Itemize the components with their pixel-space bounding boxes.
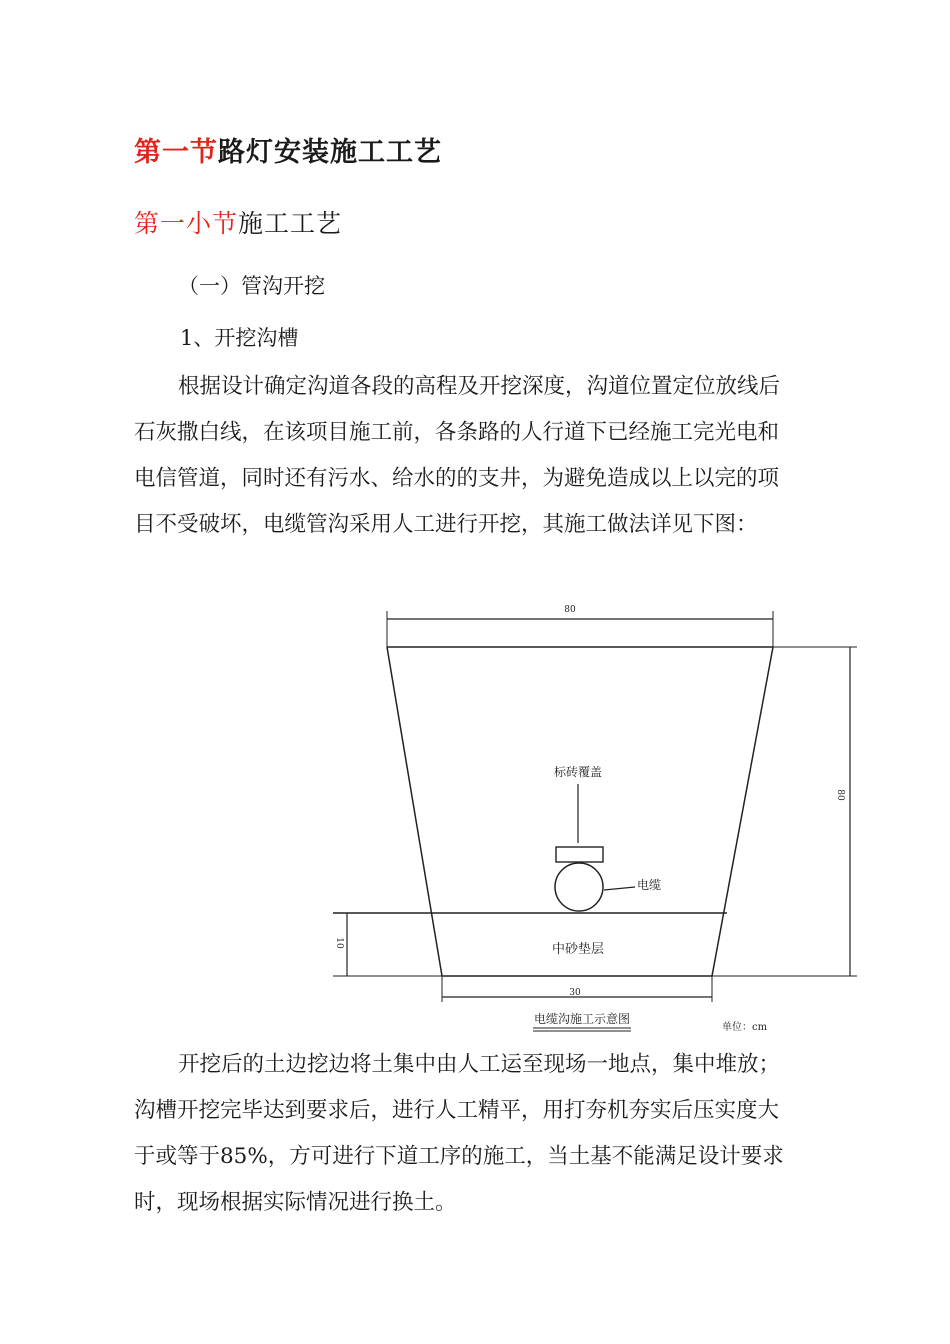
paragraph-line: 石灰撒白线，在该项目施工前，各条路的人行道下已经施工完光电和	[134, 420, 780, 445]
section-heading	[134, 204, 342, 240]
top-width-label: 80	[564, 605, 576, 615]
cable-pointer-line	[604, 887, 635, 890]
paragraph-line: 于或等于85%，方可进行下道工序的施工，当土基不能满足设计要求	[134, 1144, 784, 1169]
paragraph-excavation	[134, 364, 814, 548]
chapter-title: 路灯安装施工工艺	[218, 137, 442, 168]
paragraph-line: 目不受破坏，电缆管沟采用人工进行开挖，其施工做法详见下图：	[134, 512, 758, 537]
brick-cover-label: 标砖覆盖	[553, 765, 603, 779]
paragraph-line: 时，现场根据实际情况进行换土。	[134, 1190, 457, 1215]
chapter-heading	[134, 130, 442, 169]
subsection-heading: （一）管沟开挖	[178, 274, 325, 298]
cable-label: 电缆	[637, 878, 662, 892]
sand-layer-label: 中砂垫层	[551, 942, 605, 957]
unit-label: 单位：cm	[722, 1022, 768, 1033]
diagram-caption: 电缆沟施工示意图	[533, 1012, 631, 1026]
brick-cover	[556, 847, 603, 862]
sand-height-label: 10	[334, 937, 344, 949]
section-title: 施工工艺	[238, 209, 343, 238]
section-number: 第一小节	[134, 209, 239, 238]
paragraph-line: 电信管道，同时还有污水、给水的的支井，为避免造成以上以完的项	[134, 466, 780, 491]
item-heading: 1、开挖沟槽	[180, 326, 299, 350]
paragraph-line: 开挖后的土边挖边将土集中由人工运至现场一地点，集中堆放；	[178, 1052, 781, 1077]
trench-left-wall	[387, 647, 442, 976]
height-label: 80	[835, 789, 845, 801]
paragraph-backfill	[134, 1042, 814, 1226]
cable-circle	[555, 863, 603, 911]
trench-right-wall	[712, 647, 773, 976]
paragraph-line: 沟槽开挖完毕达到要求后，进行人工精平，用打夯机夯实后压实度大	[134, 1098, 780, 1123]
paragraph-line: 根据设计确定沟道各段的高程及开挖深度，沟道位置定位放线后	[178, 374, 781, 399]
chapter-number: 第一节	[134, 137, 218, 168]
cable-trench-diagram	[320, 595, 880, 1045]
bottom-width-label: 30	[569, 988, 581, 998]
